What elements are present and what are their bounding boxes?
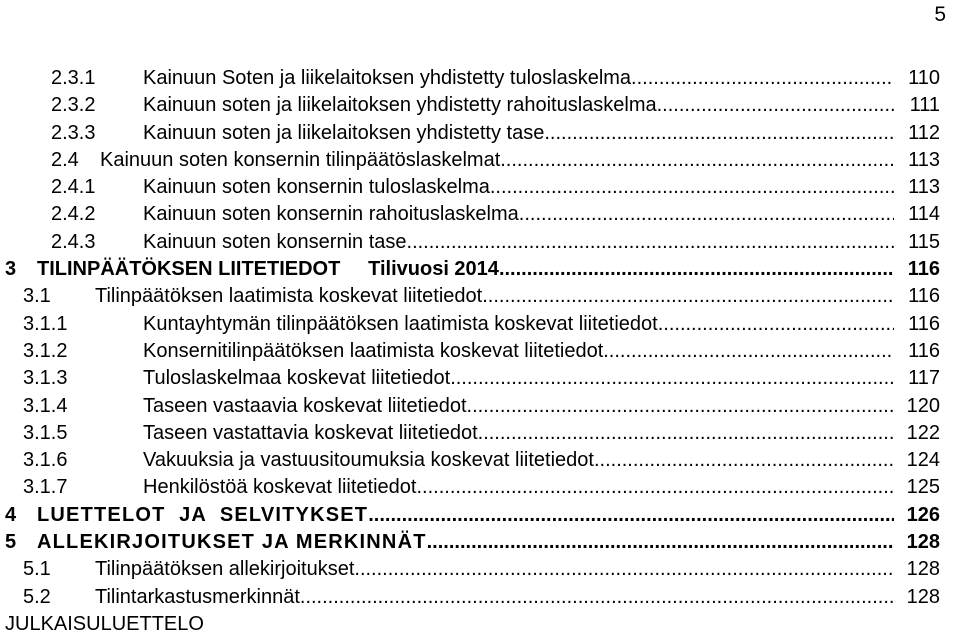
toc-heading-julkaisuluettelo[interactable] (0, 611, 940, 638)
toc-entry-page: 122 (906, 421, 940, 444)
toc-entry-page: 116 (908, 312, 940, 335)
toc-entry-number: 3.1.3 (23, 367, 68, 390)
toc-entry-number: 5 (5, 531, 17, 554)
toc-entry-number: 2.3.2 (51, 94, 96, 117)
leader-dots (544, 120, 894, 147)
toc-entry-title: Vakuuksia ja vastuusitoumuksia koskevat liitetiedot ..... (143, 447, 894, 474)
toc-entry[interactable] (0, 147, 940, 174)
leader-dots (482, 283, 894, 310)
leader-dots (490, 174, 894, 201)
toc-entry-title: Tilintarkastusmerkinnät ..... (95, 584, 894, 611)
toc-entry[interactable] (0, 120, 940, 147)
toc-entry-title: Kuntayhtymän tilinpäätöksen laatimista koskevat liitetiedot ..... (143, 311, 894, 338)
toc-entry[interactable] (0, 420, 940, 447)
toc-entry[interactable] (0, 474, 940, 501)
toc-entry-title: Tilinpäätöksen laatimista koskevat liitetiedot ..... (95, 283, 894, 310)
toc-entry-title: Kainuun Soten ja liikelaitoksen yhdistetty tuloslaskelma ..... (143, 65, 894, 92)
leader-dots (416, 474, 894, 501)
toc-entry-title: Taseen vastaavia koskevat liitetiedot ..... (143, 393, 894, 420)
toc-entry[interactable] (0, 229, 940, 256)
toc-entry-number: 4 (5, 503, 17, 526)
toc-entry-number: 2.4 (51, 148, 79, 171)
toc-entry-number: 2.4.1 (51, 176, 96, 199)
leader-dots (658, 311, 894, 338)
leader-dots (467, 393, 894, 420)
toc-entry-title: Kainuun soten konsernin rahoituslaskelma ..... (143, 201, 894, 228)
toc-entry-number: 3.1.2 (23, 339, 68, 362)
toc-entry-title: ALLEKIRJOITUKSET JA MERKINNÄT ..... (37, 529, 894, 556)
toc-entry-page: 128 (906, 558, 940, 581)
leader-dots (427, 529, 894, 556)
toc-entry-chapter[interactable] (0, 502, 940, 529)
toc-entry-title: Tilinpäätöksen allekirjoitukset ..... (95, 556, 894, 583)
toc-entry-number: 2.3.3 (51, 121, 96, 144)
toc-entry-title: Konsernitilinpäätöksen laatimista koskevat liitetiedot ..... (143, 338, 894, 365)
toc-entry-number: 3.1.7 (23, 476, 68, 499)
toc-entry-page: 124 (906, 449, 940, 472)
toc-entry-page: 125 (906, 476, 940, 499)
toc-entry[interactable] (0, 65, 940, 92)
toc-entry[interactable] (0, 393, 940, 420)
leader-dots (594, 447, 894, 474)
toc-entry-title: Kainuun soten ja liikelaitoksen yhdistetty rahoituslaskelma ..... (143, 92, 894, 119)
toc-entry[interactable] (0, 447, 940, 474)
toc-entry-number: 5.1 (23, 558, 51, 581)
toc-entry-number: 3.1.1 (23, 312, 68, 335)
toc-entry-number: 3.1.4 (23, 394, 68, 417)
toc-entry-page: 128 (906, 531, 940, 554)
toc-entry-page: 112 (908, 121, 940, 144)
toc-entry-chapter[interactable] (0, 529, 940, 556)
toc-entry[interactable] (0, 174, 940, 201)
toc-entry-number: 3.1 (23, 285, 51, 308)
toc-entry-page: 126 (906, 503, 940, 526)
toc-entry[interactable] (0, 311, 940, 338)
toc-entry[interactable] (0, 338, 940, 365)
toc-entry-title: Tuloslaskelmaa koskevat liitetiedot ..... (143, 365, 894, 392)
toc-entry[interactable] (0, 365, 940, 392)
toc-entry-number: 3.1.6 (23, 449, 68, 472)
toc-entry-title: Kainuun soten konsernin tilinpäätöslaskelmat ..... (100, 147, 894, 174)
toc-entry-page: 111 (909, 94, 940, 117)
page-number: 5 (934, 3, 946, 26)
leader-dots (368, 502, 894, 529)
leader-dots (354, 556, 894, 583)
toc-entry-page: 117 (908, 367, 940, 390)
toc-entry-title: Kainuun soten konsernin tase ..... (143, 229, 894, 256)
leader-dots (519, 201, 894, 228)
toc-entry-number: 5.2 (23, 585, 51, 608)
toc-entry-title: Henkilöstöä koskevat liitetiedot ..... (143, 474, 894, 501)
toc-entry-page: 113 (908, 176, 940, 199)
toc-entry[interactable] (0, 92, 940, 119)
toc-entry-page: 128 (906, 585, 940, 608)
toc-entry-title: LUETTELOT JA SELVITYKSET ..... (37, 502, 894, 529)
toc-entry[interactable] (0, 201, 940, 228)
leader-dots (478, 420, 894, 447)
toc-entry-title: TILINPÄÄTÖKSEN LIITETIEDOT Tilivuosi 2014 ..... (37, 256, 894, 283)
toc-entry-page: 115 (908, 230, 940, 253)
leader-dots (657, 92, 894, 119)
leader-dots (407, 229, 894, 256)
toc-heading-text: JULKAISULUETTELO (5, 612, 204, 635)
toc-entry-number: 2.4.2 (51, 203, 96, 226)
toc-entry-number: 2.3.1 (51, 67, 96, 89)
toc-entry[interactable] (0, 556, 940, 583)
toc-entry-page: 116 (907, 258, 940, 281)
leader-dots (499, 256, 894, 283)
toc-entry-page: 114 (908, 203, 940, 226)
leader-dots (500, 147, 894, 174)
toc-entry-page: 116 (908, 339, 940, 362)
toc-entry-page: 116 (908, 285, 940, 308)
toc-entry-number: 2.4.3 (51, 230, 96, 253)
toc-entry-page: 113 (908, 148, 940, 171)
toc-entry[interactable] (0, 283, 940, 310)
table-of-contents (0, 65, 940, 638)
leader-dots (300, 584, 894, 611)
toc-entry-title: Taseen vastattavia koskevat liitetiedot ..... (143, 420, 894, 447)
toc-entry[interactable] (0, 584, 940, 611)
toc-entry-number: 3.1.5 (23, 421, 68, 444)
toc-entry-number: 3 (5, 258, 17, 281)
toc-entry-chapter[interactable] (0, 256, 940, 283)
toc-entry-title: Kainuun soten konsernin tuloslaskelma ..... (143, 174, 894, 201)
leader-dots (450, 365, 894, 392)
leader-dots (631, 65, 894, 92)
toc-entry-page: 110 (908, 67, 940, 89)
leader-dots (603, 338, 894, 365)
toc-entry-title: Kainuun soten ja liikelaitoksen yhdistetty tase ..... (143, 120, 894, 147)
toc-entry-page: 120 (906, 394, 940, 417)
